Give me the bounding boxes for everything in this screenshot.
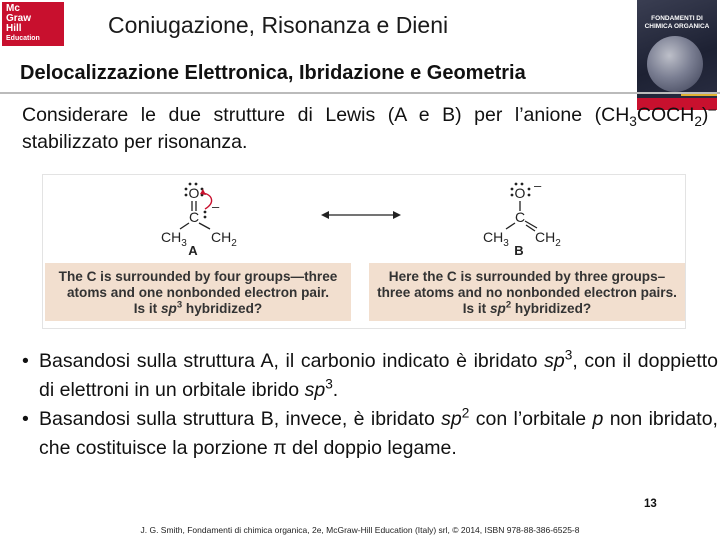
caption-b-question-prefix: Is it (462, 301, 490, 316)
single-bond-line (180, 223, 189, 229)
caption-b-hybrid-sup: 2 (505, 299, 512, 311)
intro-text-2: COCH (636, 104, 695, 126)
caption-a-question (49, 301, 347, 317)
bullet-item-1 (22, 347, 718, 405)
caption-b-question (373, 301, 681, 317)
caption-b-line-1 (373, 269, 681, 285)
bullet-list (22, 347, 718, 463)
bullet-1-hybrid-1: sp (544, 350, 565, 372)
book-cover-title: FONDAMENTI DI CHIMICA ORGANICA (644, 15, 710, 30)
logo-line-4: Education (6, 35, 40, 42)
structure-b (483, 178, 561, 258)
oxygen-atom-a: O (188, 185, 200, 201)
bullet-2-text-1: Basandosi sulla struttura B, invece, è ibridato (39, 408, 442, 430)
mcgraw-hill-logo (2, 2, 64, 46)
bullet-1-text-1: Basandosi sulla struttura A, il carbonio indicato è ibridato (39, 350, 545, 372)
single-bond-line (199, 223, 210, 229)
intro-sub-1: 3 (629, 113, 637, 129)
bullet-1-sup-2: 3 (325, 376, 333, 392)
caption-b-line-2: three atoms and no nonbonded electron pairs. (377, 285, 677, 300)
lone-pair-dot (528, 188, 531, 191)
fullerene-image (647, 36, 703, 92)
intro-sub-2: 2 (694, 113, 702, 129)
lone-pair-dot (511, 194, 514, 197)
bullet-2-hybrid-1: sp (441, 408, 462, 430)
logo-line-3: Hill (6, 23, 22, 34)
intro-text-3: ) (701, 104, 709, 126)
logo-line-2: Graw (6, 13, 32, 24)
caption-a-question-suffix: hybridized? (182, 301, 263, 316)
page-number: 13 (644, 498, 657, 510)
intro-sup-1: – (708, 101, 716, 117)
caption-a-line-2: atoms and one nonbonded electron pair. (66, 285, 330, 300)
footer-citation: J. G. Smith, Fondamenti di chimica organica, 2e, McGraw-Hill Education (Italy) srl, © 2014, ISBN 978-88-386-6525-8 (140, 525, 580, 535)
resonance-arrow-icon (321, 211, 401, 219)
bullet-1-text-3: . (332, 379, 339, 401)
double-bond-line (525, 221, 537, 228)
carbon-atom-a: C (188, 209, 200, 225)
oxygen-atom-b: O (514, 185, 526, 201)
resonance-structures (43, 175, 687, 265)
caption-b-line-1-bold: three groups (574, 269, 658, 284)
left-group-a: $CH_3$ (161, 229, 187, 249)
intro-text-4: stabilizzato per risonanza. (22, 131, 248, 153)
divider (0, 92, 720, 94)
bullet-2-text-3: non ibridato, che costituisce la porzione (39, 408, 718, 459)
resonance-figure (42, 174, 686, 329)
bullet-item-2 (22, 405, 718, 463)
slide-subtitle: Delocalizzazione Elettronica, Ibridazione e Geometria (20, 62, 526, 84)
caption-b-question-suffix: hybridized? (511, 301, 592, 316)
charge-b: – (534, 178, 542, 193)
bullet-2-pi: π (273, 437, 287, 459)
bullet-dot: • (22, 408, 29, 430)
bullet-dot: • (22, 350, 29, 372)
caption-b-hybrid: sp (489, 301, 506, 316)
caption-a-hybrid: sp (160, 301, 177, 316)
bullet-1-hybrid-2: sp (304, 379, 326, 401)
lone-pair-dot (204, 211, 207, 214)
bullet-2-text-4: del doppio legame. (286, 437, 457, 459)
lone-pair-dot (528, 194, 531, 197)
lone-pair-dot (511, 188, 514, 191)
right-group-b: $CH_2$ (535, 229, 561, 249)
structure-a (161, 183, 237, 258)
single-bond-line (506, 223, 515, 229)
intro-paragraph (22, 102, 716, 156)
logo-line-1: Mc (6, 3, 20, 14)
bullet-1-sup-1: 3 (564, 347, 573, 363)
caption-box-a (45, 263, 351, 321)
caption-b-line-1-prefix: Here the C is surrounded by (388, 269, 575, 284)
lone-pair-dot (204, 216, 207, 219)
structure-label-a: A (188, 243, 198, 258)
caption-b-line-1-suffix: – (657, 269, 666, 284)
caption-box-b (369, 263, 685, 321)
slide-title: Coniugazione, Risonanza e Dieni (108, 12, 449, 38)
structure-label-b: B (514, 243, 524, 258)
lone-pair-dot (185, 194, 188, 197)
carbon-atom-b: C (514, 209, 526, 225)
intro-text-1: Considerare le due strutture di Lewis (A e B) per l’anione (CH (22, 104, 630, 126)
curved-arrow-icon (203, 193, 212, 209)
bullet-2-p-orbital: p (592, 408, 604, 430)
caption-a-question-prefix: Is it (133, 301, 161, 316)
left-group-b: $CH_3$ (483, 229, 509, 249)
caption-a-hybrid-sup: 3 (176, 299, 183, 311)
bullet-2-sup-1: 2 (461, 405, 470, 421)
curved-arrow-head-icon (200, 189, 206, 195)
bullet-2-text-2: con l’orbitale (469, 408, 593, 430)
right-group-a: $CH_2$ (211, 229, 237, 249)
charge-a: – (212, 199, 220, 214)
caption-a-line-1: The C is surrounded by four groups—three (58, 269, 338, 284)
bullet-1-text-2: , con il doppietto di elettroni in un orbitale ibrido (39, 350, 718, 401)
lone-pair-dot (185, 188, 188, 191)
